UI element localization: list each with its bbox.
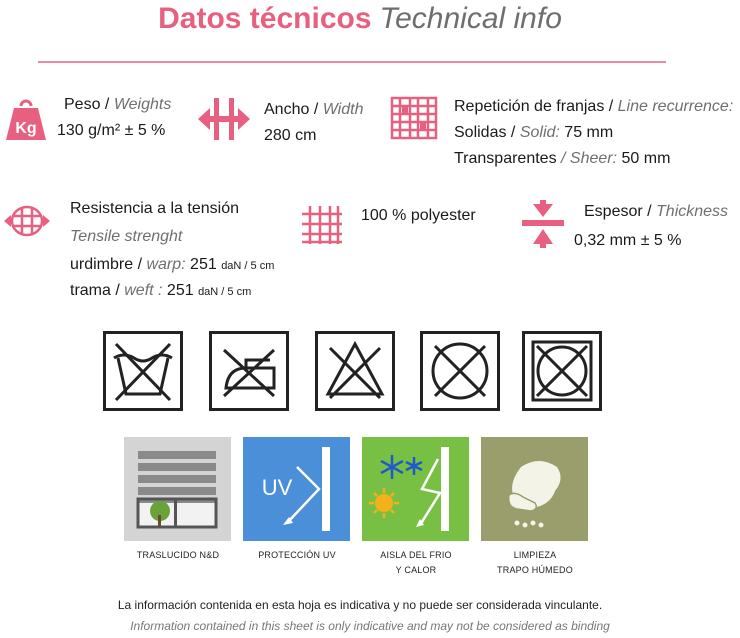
do-not-tumble-dry-icon <box>420 331 500 411</box>
warp-label-en: warp: <box>146 256 186 273</box>
do-not-dry-clean-icon <box>522 331 602 411</box>
title-english: Technical info <box>379 2 562 35</box>
spec-weight <box>0 94 200 154</box>
do-not-bleach-icon <box>315 331 395 411</box>
sheer-value: 50 mm <box>617 150 671 167</box>
do-not-wash-icon <box>103 331 183 411</box>
cleaning-cloth-icon <box>481 437 588 541</box>
thickness-label: Espesor / <box>584 203 657 220</box>
recurrence-label-en: Line recurrence: <box>617 98 734 115</box>
weight-value: 130 g/m² ± 5 % <box>57 122 166 139</box>
weight-icon-text: Kg <box>15 120 37 137</box>
title-divider <box>38 61 666 63</box>
sheer-label-en: / Sheer: <box>561 150 618 167</box>
warp-label: urdimbre / <box>70 256 147 273</box>
feature-label-insulation: AISLA DEL FRIO Y CALOR <box>380 550 452 575</box>
uv-protection-icon <box>243 437 350 541</box>
weight-label-en: Weights <box>113 96 172 113</box>
width-label-en: Width <box>322 101 364 118</box>
solid-label: Solidas / <box>454 124 520 141</box>
title-spanish: Datos técnicos <box>158 2 372 35</box>
tensile-label-en: Tensile strenght <box>70 228 183 245</box>
translucent-window-icon <box>124 437 231 541</box>
disclaimer-spanish: La información contenida en esta hoja es indicativa y no puede ser considerada vinculante. <box>117 598 603 612</box>
spec-width <box>196 94 376 154</box>
warp-value: 251 <box>185 256 222 273</box>
spec-line-recurrence <box>386 94 734 174</box>
sheer-label: Transparentes <box>454 150 562 167</box>
thickness-label-en: Thickness <box>656 203 729 220</box>
spec-composition <box>300 202 500 252</box>
recurrence-label: Repetición de franjas / <box>454 98 618 115</box>
width-value: 280 cm <box>264 127 317 144</box>
do-not-iron-icon <box>209 331 289 411</box>
pattern-icon <box>390 96 438 140</box>
fabric-grid-icon <box>300 204 344 246</box>
tensile-icon <box>4 204 50 238</box>
weft-label: trama / <box>70 282 125 299</box>
feature-label-uv: PROTECCIÓN UV <box>258 550 336 560</box>
warp-unit: daN / 5 cm <box>221 260 275 272</box>
tensile-label: Resistencia a la tensión <box>70 200 239 217</box>
weight-label: Peso / <box>64 96 114 113</box>
feature-label-cleaning: LIMPIEZA TRAPO HÚMEDO <box>497 550 573 575</box>
width-icon <box>196 96 252 142</box>
solid-label-en: Solid: <box>519 124 560 141</box>
feature-label-translucent: TRASLUCIDO N&D <box>136 550 220 560</box>
weft-value: 251 <box>162 282 199 299</box>
insulation-icon <box>362 437 469 541</box>
uv-text: UV <box>261 475 293 500</box>
page-title <box>0 2 720 36</box>
spec-thickness <box>520 198 729 258</box>
weft-unit: daN / 5 cm <box>198 286 252 298</box>
width-label: Ancho / <box>264 101 323 118</box>
spec-tensile-strength <box>0 196 300 306</box>
weft-label-en: weft : <box>124 282 163 299</box>
solid-value: 75 mm <box>559 124 614 141</box>
weight-icon <box>4 98 48 142</box>
composition-value: 100 % polyester <box>361 207 476 224</box>
thickness-icon <box>520 200 566 248</box>
thickness-value: 0,32 mm ± 5 % <box>574 232 682 249</box>
disclaimer-english: Information contained in this sheet is only indicative and may not be considered as binding <box>130 619 610 633</box>
